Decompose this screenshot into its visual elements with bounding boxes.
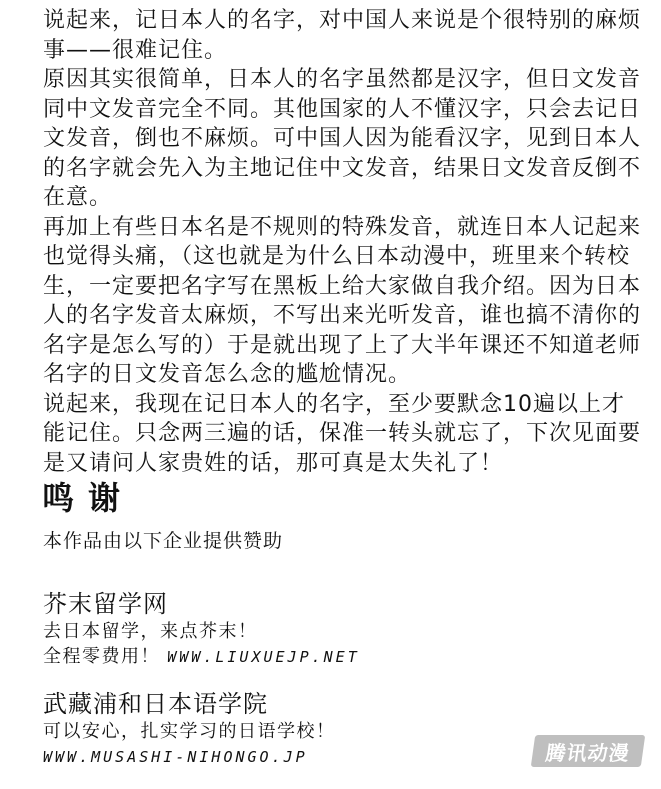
acknowledgement-title: 鸣谢: [42, 479, 135, 517]
sponsor-name: 芥末留学网: [43, 590, 168, 618]
sponsor-offer-line: [43, 644, 360, 670]
essay-paragraph-4: 说起来，我现在记日本人的名字，至少要默念10遍以上才能记住。只念两三遍的话，保准一转头就忘了，下次见面要是又请问人家贵姓的话，那可真是太失礼了！: [43, 391, 642, 476]
sponsor-offer-text: 全程零费用！: [43, 646, 160, 667]
watermark-text: 腾讯动漫: [544, 740, 632, 765]
sponsor-url-line: [43, 744, 336, 770]
essay-paragraph-1: 说起来，记日本人的名字，对中国人来说是个很特别的麻烦事——很难记住。: [43, 8, 642, 63]
essay-paragraph-2: 原因其实很简单，日本人的名字虽然都是汉字，但日文发音同中文发音完全不同。其他国家的人不懂汉字，只会去记日文发音，倒也不麻烦。可中国人因为能看汉字，见到日本人的名字就会先入为主地记住中文发音，结果日文发音反倒不在意。: [43, 67, 642, 210]
sponsor-block-liuxuejp: [43, 584, 360, 670]
sponsor-slogan: 去日本留学，来点芥末！: [43, 621, 258, 642]
tencent-comic-watermark-logo: [531, 735, 645, 767]
sponsor-slogan: 可以安心，扎实学习的日语学校！: [43, 721, 336, 742]
essay-body: [43, 6, 643, 478]
sponsor-name: 武藏浦和日本语学院: [43, 690, 268, 718]
essay-paragraph-3: 再加上有些日本名是不规则的特殊发音，就连日本人记起来也觉得头痛，（这也就是为什么日本动漫中，班里来个转校生，一定要把名字写在黑板上给大家做自我介绍。因为日本人的名字发音太麻烦，不写出来光听发音，谁也搞不清你的名字是怎么写的）于是就出现了上了大半年课还不知道老师名字的日文发音怎么念的尴尬情况。: [43, 214, 642, 387]
sponsor-url-link[interactable]: WWW.MUSASHI-NIHONGO.JP: [43, 748, 308, 766]
sponsor-url-link[interactable]: WWW.LIUXUEJP.NET: [167, 648, 360, 666]
sponsor-block-musashi: [43, 684, 336, 770]
sponsor-intro: 本作品由以下企业提供赞助: [43, 530, 284, 552]
